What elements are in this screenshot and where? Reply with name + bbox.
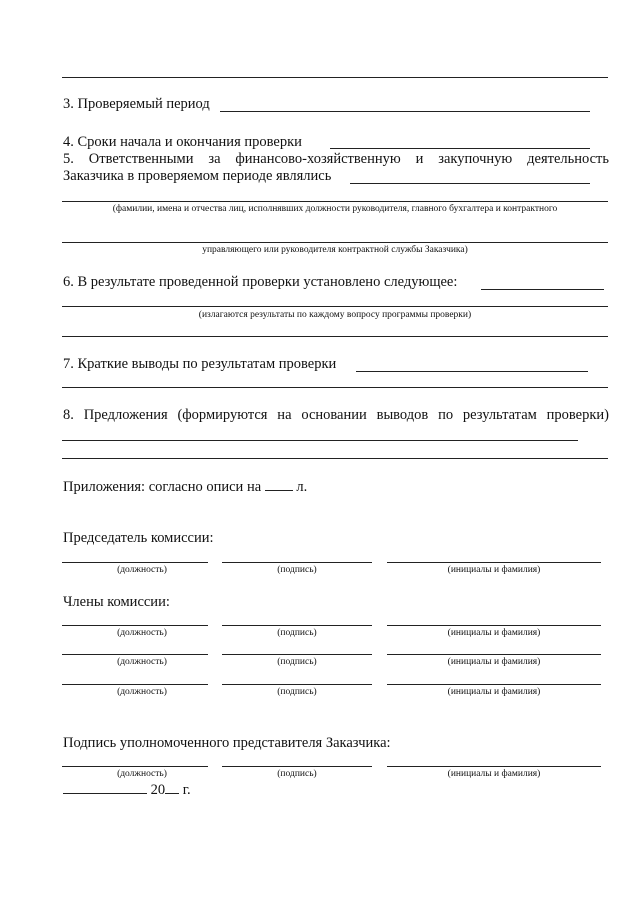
caption-signature: (подпись) — [277, 687, 317, 697]
item-5-field[interactable] — [350, 183, 590, 184]
caption-position: (должность) — [117, 657, 167, 667]
member-2-name-field[interactable] — [387, 654, 601, 655]
member-1-signature-field[interactable] — [222, 625, 372, 626]
item-8-field[interactable] — [62, 440, 578, 441]
caption-name: (инициалы и фамилия) — [447, 628, 541, 638]
attachments-suffix: л. — [296, 479, 308, 495]
customer-signature-field[interactable] — [222, 766, 372, 767]
attachments-line — [63, 478, 307, 496]
date-year-field[interactable] — [165, 781, 179, 794]
item-7-field[interactable] — [356, 371, 588, 372]
caption-signature: (подпись) — [277, 565, 317, 575]
item-3-label: 3. Проверяемый период — [63, 96, 210, 112]
item-3-field[interactable] — [220, 111, 590, 112]
caption-signature: (подпись) — [277, 769, 317, 779]
responsible-caption-1: (фамилии, имена и отчества лиц, исполнявших должности руководителя, главного бухгалтера и контрактного — [112, 204, 558, 214]
member-2-position-field[interactable] — [62, 654, 208, 655]
member-1-name-field[interactable] — [387, 625, 601, 626]
date-year-suffix: г. — [182, 782, 191, 798]
responsible-caption-2: управляющего или руководителя контрактной службы Заказчика) — [202, 245, 468, 255]
member-3-signature-field[interactable] — [222, 684, 372, 685]
item-6-caption: (излагаются результаты по каждому вопросу программы проверки) — [198, 310, 472, 320]
member-3-name-field[interactable] — [387, 684, 601, 685]
item-4-field[interactable] — [330, 148, 590, 149]
member-1-position-field[interactable] — [62, 625, 208, 626]
chairman-name-field[interactable] — [387, 562, 601, 563]
caption-name: (инициалы и фамилия) — [447, 769, 541, 779]
caption-position: (должность) — [117, 687, 167, 697]
chairman-position-field[interactable] — [62, 562, 208, 563]
caption-position: (должность) — [117, 628, 167, 638]
item-6-field[interactable] — [481, 289, 604, 290]
top-rule — [62, 77, 608, 78]
item-8-field-2[interactable] — [62, 458, 608, 459]
chairman-heading: Председатель комиссии: — [63, 530, 214, 546]
item-7-label: 7. Краткие выводы по результатам проверки — [63, 356, 337, 372]
item-8-label: 8. Предложения (формируются на основании выводов по результатам проверки) — [63, 407, 609, 423]
customer-signature-heading: Подпись уполномоченного представителя Заказчика: — [63, 735, 391, 751]
caption-position: (должность) — [117, 565, 167, 575]
item-4-label: 4. Сроки начала и окончания проверки — [63, 134, 302, 150]
caption-name: (инициалы и фамилия) — [447, 687, 541, 697]
attachments-prefix: Приложения: согласно описи на — [63, 479, 262, 495]
attachments-pages-field[interactable] — [265, 478, 293, 491]
member-2-signature-field[interactable] — [222, 654, 372, 655]
customer-name-field[interactable] — [387, 766, 601, 767]
members-heading: Члены комиссии: — [63, 594, 170, 610]
item-5-line-2: Заказчика в проверяемом периоде являлись — [63, 168, 332, 184]
date-line — [63, 781, 191, 799]
caption-signature: (подпись) — [277, 628, 317, 638]
item-6-field-2[interactable] — [62, 306, 608, 307]
date-day-month-field[interactable] — [63, 781, 147, 794]
item-6-field-3[interactable] — [62, 336, 608, 337]
item-5-line-1: 5. Ответственными за финансово-хозяйственную и закупочную деятельность — [63, 151, 609, 167]
item-5-field-2[interactable] — [62, 201, 608, 202]
caption-signature: (подпись) — [277, 657, 317, 667]
item-6-label: 6. В результате проведенной проверки установлено следующее: — [63, 274, 458, 290]
customer-position-field[interactable] — [62, 766, 208, 767]
item-5-field-3[interactable] — [62, 242, 608, 243]
chairman-signature-field[interactable] — [222, 562, 372, 563]
date-year-prefix: 20 — [150, 782, 166, 798]
item-7-field-2[interactable] — [62, 387, 608, 388]
member-3-position-field[interactable] — [62, 684, 208, 685]
caption-name: (инициалы и фамилия) — [447, 657, 541, 667]
caption-name: (инициалы и фамилия) — [447, 565, 541, 575]
caption-position: (должность) — [117, 769, 167, 779]
